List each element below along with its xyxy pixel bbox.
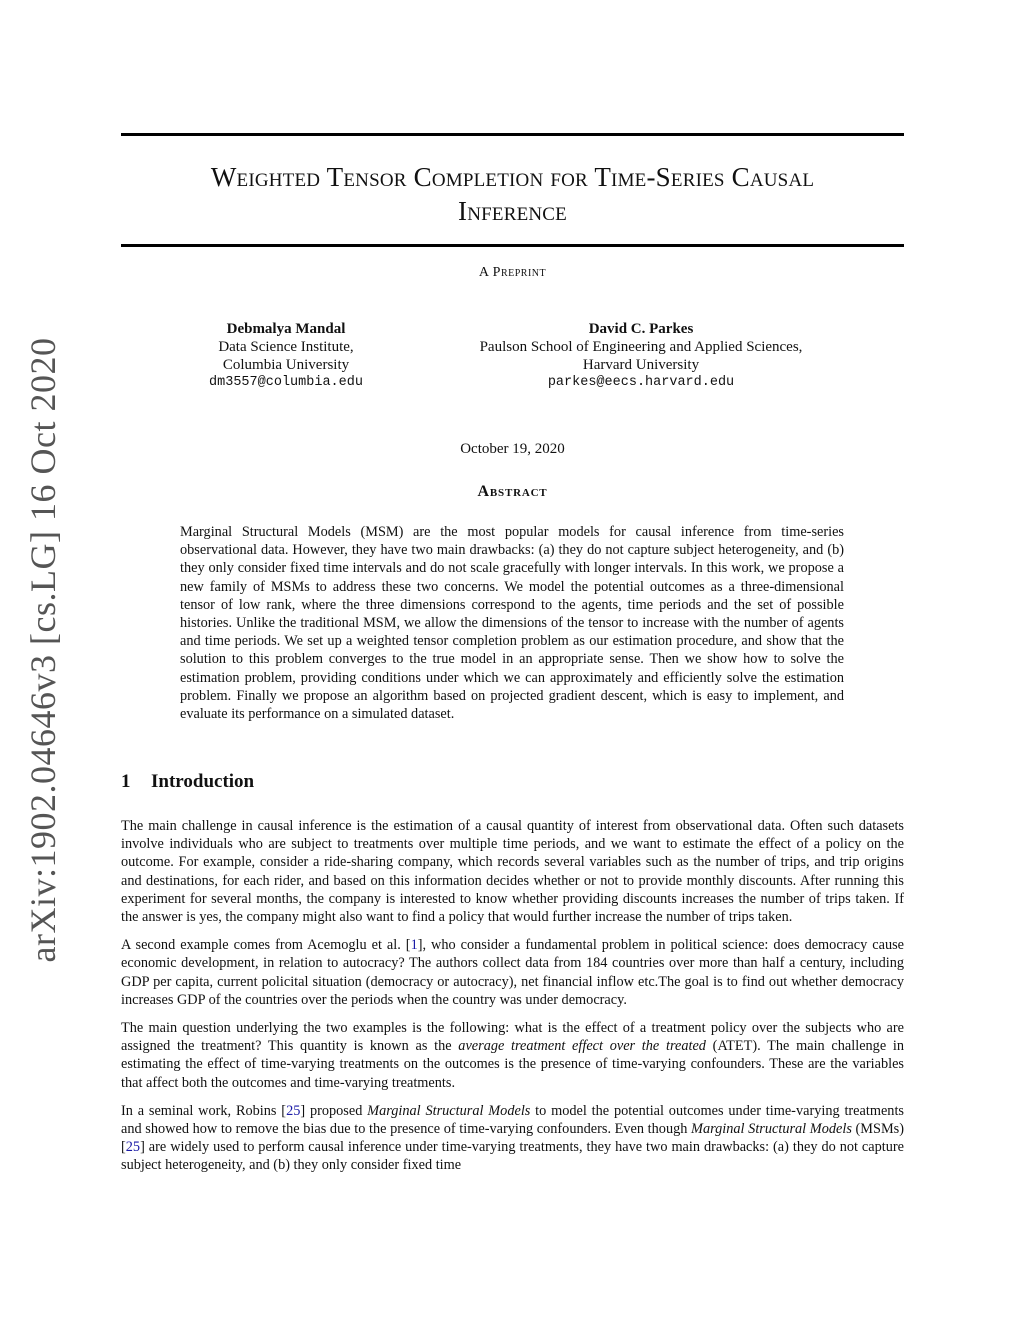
author-affiliation: Harvard University — [582, 357, 700, 373]
text-run: (ATET). The main challenge in estimating the effect of time-varying treatments on the outcomes is the presence of time-varying confounders. These are the variables that affect both the outcomes and time-varying treatments. — [121, 1038, 905, 1091]
emphasis-text: average treatment effect over the treated — [458, 1038, 706, 1055]
author-affiliation: Data Science Institute, — [218, 339, 354, 355]
text-run: The main question underlying the two examples is the following: what is the effect of a treatment policy over the subjects who are assigned the treatment? This quantity is known as the — [121, 1020, 904, 1055]
citation-link[interactable]: 25 — [125, 1139, 141, 1156]
title-top-rule — [121, 133, 904, 136]
text-run: to model the potential outcomes under time-varying treatments and showed how to remove the bias due to the presence of time-varying confounders. Even though — [121, 1102, 904, 1138]
emphasis-text: Marginal Structural Models — [691, 1121, 852, 1138]
introduction-body — [121, 817, 904, 1185]
author-email[interactable]: dm3557@columbia.edu — [209, 375, 363, 390]
arxiv-stamp-text: arXiv:1902.04646v3 [cs.LG] 16 Oct 2020 — [23, 337, 63, 963]
paper-date: October 19, 2020 — [460, 441, 565, 457]
citation-link[interactable]: 25 — [286, 1102, 301, 1119]
title-line-1: Weighted Tensor Completion for Time-Series Causal — [210, 162, 815, 192]
text-run: ], who consider a fundamental problem in political science: does democracy cause economic development, in relation to autocracy? The authors collect data from 184 countries over more than half a century, including GDP per capita, current policital situation (democracy or autocracy), net financial inflow etc.The goal is to find out whether democracy increases GDP of the countries over the periods when the country was under democracy. — [121, 937, 905, 1008]
text-run: ] are widely used to perform causal inference under time-varying treatments, they have two main drawbacks: (a) they do not capture subject heterogeneity, and (b) they only consider fixed time — [121, 1139, 904, 1174]
section-title: Introduction — [151, 771, 255, 792]
author-block-1 — [186, 320, 386, 392]
paragraph — [121, 1019, 904, 1092]
section-heading — [121, 771, 254, 793]
text-run: In a seminal work, Robins [ — [121, 1102, 287, 1119]
author-block-2 — [440, 320, 842, 392]
section-number: 1 — [121, 771, 131, 792]
abstract-text: Marginal Structural Models (MSM) are the most popular models for causal inference from time-series observational data. However, they have two main drawbacks: (a) they do not capture subject heterogeneity, and (b) they only consider fixed time intervals and do not scale gracefully with longer intervals. In this work, we propose a new family of MSMs to address these two concerns. We model the potential outcomes as a three-dimensional tensor of low rank, where the three dimensions correspond to the agents, time periods and the set of possible histories. Unlike the traditional MSM, we allow the dimensions of the tensor to increase with the number of agents and time periods. We set up a weighted tensor completion problem as our estimation procedure, and show that the solution to this problem converges to the true model in an appropriate sense. Then we show how to solve the estimation problem, providing conditions under which we can approximately and efficiently solve the estimation problem. Finally we propose an algorithm based on projected gradient descent, which is easy to implement, and evaluate its performance on a simulated dataset. — [180, 524, 844, 723]
author-name: David C. Parkes — [588, 321, 694, 337]
paragraph — [121, 936, 904, 1009]
abstract-heading: Abstract — [477, 483, 548, 500]
author-affiliation: Paulson School of Engineering and Applied Sciences, — [479, 339, 803, 355]
emphasis-text: Marginal Structural Models — [367, 1102, 531, 1119]
title-line-2: Inference — [458, 196, 567, 226]
author-name: Debmalya Mandal — [226, 321, 346, 337]
citation-link[interactable]: 1 — [410, 937, 418, 954]
paragraph: The main challenge in causal inference is the estimation of a causal quantity of interest from observational data. Often such datasets involve individuals who are subject to treatments over multiple time periods, and we want to estimate the effect of a policy on the outcome. For example, consider a ride-sharing company, which records several variables such as the number of trips, and trip origins and destinations, for each rider, and based on this information decides whether or not to provide monthly discounts. After running this experiment for several months, the company is interested to know whether providing discounts increases the number of trips taken. If the answer is yes, the company might also want to find a policy that would further increase the number of trips taken. — [121, 818, 904, 926]
text-run: ] proposed — [300, 1102, 368, 1119]
title-bottom-rule — [121, 244, 904, 247]
author-email[interactable]: parkes@eecs.harvard.edu — [547, 375, 735, 390]
author-affiliation: Columbia University — [222, 357, 350, 373]
preprint-label: A Preprint — [478, 265, 547, 280]
paragraph — [121, 1102, 904, 1175]
text-run: A second example comes from Acemoglu et al. [ — [121, 937, 411, 954]
text-run: (MSMs) [ — [121, 1121, 904, 1156]
paper-title — [121, 160, 904, 228]
